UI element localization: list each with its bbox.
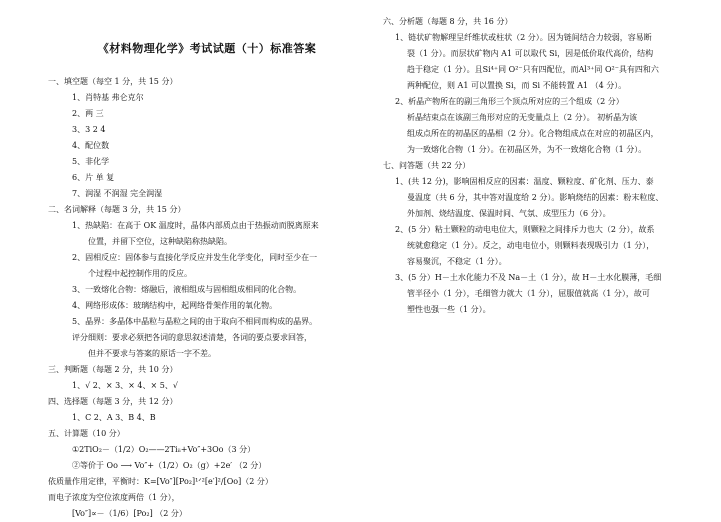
right-column xyxy=(383,14,698,318)
left-line: 2、固相反应：固体参与直接化学反应并发生化学变化，同时至少在一 xyxy=(72,253,318,262)
left-line: 5、非化学 xyxy=(72,157,110,166)
right-line: 塑性也强一些（1 分）。 xyxy=(407,305,491,314)
right-line: 析晶结束点在该副三角形对应的无变量点上（2 分）。 初析晶为该 xyxy=(407,113,638,122)
left-line: 4、网络形成体：玻璃结构中，起网络骨架作用的氧化物。 xyxy=(72,301,278,310)
right-line: 3、(5 分）H－土水化能力不及 Na－土（1 分），故 H－土水化膜薄，毛细 xyxy=(395,273,662,282)
left-line: 6、片 单 复 xyxy=(72,173,115,182)
right-line: 统就愈稳定（1 分）。反之，动电电位小，则颗料表现吸引力（1 分）， xyxy=(407,241,655,250)
left-line: 1、肖特基 弗仑克尔 xyxy=(72,93,144,102)
left-line: 三、判断题（每题 2 分，共 10 分） xyxy=(48,365,178,374)
document-title: 《材料物理化学》考试试题（十）标准答案 xyxy=(97,42,317,55)
right-lines xyxy=(383,14,698,318)
left-line: 2、两 三 xyxy=(72,109,104,118)
left-line: 五、计算题（10 分） xyxy=(48,429,125,438)
right-line: 六、分析题（每题 8 分，共 16 分） xyxy=(383,17,513,26)
left-line: 个过程中起控制作用的反应。 xyxy=(88,269,192,278)
left-line: [Vo″]∝－（1/6）[Po₂] （2 分） xyxy=(72,509,187,518)
right-line: 七、问答题（共 22 分） xyxy=(383,161,471,170)
left-line: 但并不要求与答案的原话一字不差。 xyxy=(88,349,216,358)
left-column xyxy=(48,14,366,522)
left-line: 二、名词解释（每题 3 分，共 15 分） xyxy=(48,205,186,214)
right-line: 为一致熔化合物（1 分）。在初晶区外，为不一致熔化合物（1 分）。 xyxy=(407,145,647,154)
right-line: 管半径小（1 分），毛细管力就大（1 分），屈服值就高（1 分），故可 xyxy=(407,289,650,298)
left-line: 3、一致熔化合物：熔融后，液相组成与固相组成相同的化合物。 xyxy=(72,285,302,294)
right-line: 两种配位，则 A1 可以置换 Si，而 Si 不能转置 A1 （4 分）。 xyxy=(407,81,627,90)
left-line: 4、配位数 xyxy=(72,141,110,150)
right-line: 容易聚沉，不稳定（1 分）。 xyxy=(407,257,507,266)
right-line: 裂（1 分）。而层状矿物内 A1 可以取代 Si，因是低价取代高价，结构 xyxy=(407,49,654,58)
right-line: 组成点所在的初晶区的晶相（2 分）。化合物组成点在对应的初晶区内， xyxy=(407,129,659,138)
right-line: 外加剂、烧结温度、保温时间、气氛、成型压力（6 分）。 xyxy=(407,209,611,218)
right-line: 曼温度（共 6 分，其中答对温度给 2 分）。影响烧结的因素：粉末粒度、 xyxy=(407,193,664,202)
left-line: 四、选择题（每题 3 分，共 12 分） xyxy=(48,397,178,406)
left-line: 一、填空题（每空 1 分，共 15 分） xyxy=(48,77,178,86)
left-line: 1、热缺陷：在高于 OK 温度时，晶体内部质点由于热振动而脱离原来 xyxy=(72,221,319,230)
left-line: 7、润湿 不润湿 完全润湿 xyxy=(72,189,163,198)
left-line: 位置，并留下空位，这种缺陷称热缺陷。 xyxy=(88,237,232,246)
right-line: 趋于稳定（1 分）。且Si⁴⁺同 O²⁻只有四配位，而Al³⁺同 O²⁻具有四和六 xyxy=(407,65,659,74)
right-line: 2、析晶产物所在的副三角形三个顶点所对应的三个组成（2 分） xyxy=(395,97,624,106)
left-line: ②等价于 Oo ⟶ Vo″+（1/2）O₂（g）+2e′ （2 分） xyxy=(72,461,267,470)
left-line: 1、√ 2、× 3、× 4、× 5、√ xyxy=(72,381,178,390)
left-line: 5、晶界：多晶体中晶粒与晶粒之间的由于取向不相同而构成的晶界。 xyxy=(72,317,318,326)
left-line: 3、3 2 4 xyxy=(72,125,106,134)
right-line: 1、(共 12 分)，影响固相反应的因素：温度、颗粒度、矿化剂、压力、泰 xyxy=(395,177,654,186)
left-line: 依质量作用定律，平衡时：K=[Vo″][Po₂]¹ᐟ²[e′]²/[Oo]（2 分） xyxy=(48,477,273,486)
right-line: 1、链状矿物解理呈纤维状或柱状（2 分）。因为链间结合力较弱，容易断 xyxy=(395,33,652,42)
left-line: 评分细则：要求必须把各词的意思叙述清楚，各词的要点要求回答， xyxy=(72,333,312,342)
left-line: 1、C 2、A 3、B 4、B xyxy=(72,413,156,422)
left-line: 而电子浓度为空位浓度两倍（1 分）， xyxy=(48,493,180,502)
right-line: 2、(5 分）粘土颗粒的动电电位大，则颗粒之间排斥力也大（2 分），故系 xyxy=(395,225,655,234)
left-lines xyxy=(48,74,366,522)
left-line: ①2TiO₂－（1/2）O₂——2Tiᵢᵢ+Vo″+3Oo（3 分） xyxy=(72,445,256,454)
